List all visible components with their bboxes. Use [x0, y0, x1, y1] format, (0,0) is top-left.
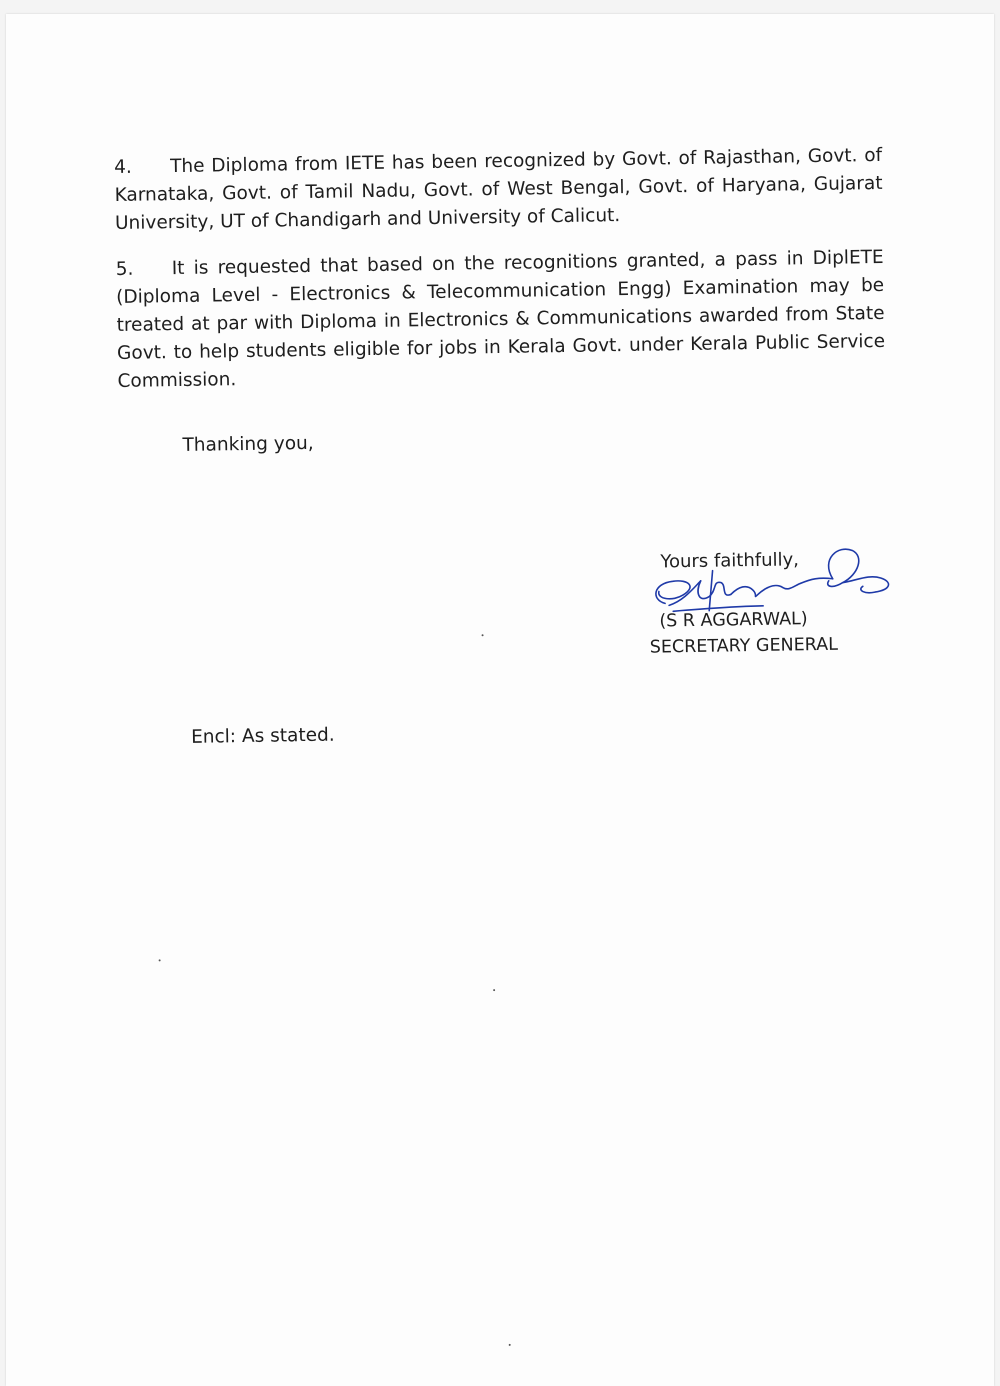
paragraph-4 — [114, 142, 883, 238]
signer-name: (S R AGGARWAL) — [659, 609, 808, 632]
signer-designation: SECRETARY GENERAL — [649, 634, 839, 658]
enclosure-note: Encl: As stated. — [190, 724, 335, 748]
paragraph-number: 4. — [114, 156, 132, 178]
paragraph-text: It is requested that based on the recognitions granted, a pass in DiplETE (Diploma Level - Electronics & Telecommunication Engg) Examination may be treated at par with Diploma in Electronics & Communications awarded from State Govt. to help students eligible for jobs in Kerala Govt. under Kerala Public Service Commission. — [116, 246, 886, 392]
letter-body — [6, 14, 994, 1386]
document-page — [6, 14, 994, 1386]
valediction: Yours faithfully, — [660, 549, 800, 573]
paragraph-5 — [116, 244, 886, 396]
scan-speck — [482, 634, 484, 636]
paragraph-text: The Diploma from IETE has been recognized by Govt. of Rajasthan, Govt. of Karnataka, Govt. of Tamil Nadu, Govt. of West Bengal, Govt. of Haryana, Gujarat University, UT of Chandigarh and University of Calicut. — [114, 144, 883, 234]
paragraph-number: 5. — [115, 258, 134, 280]
scan-speck — [509, 1344, 511, 1346]
scan-speck — [159, 959, 161, 961]
scan-speck — [493, 989, 495, 991]
signature-block — [649, 548, 914, 672]
closing-line: Thanking you, — [182, 432, 314, 456]
